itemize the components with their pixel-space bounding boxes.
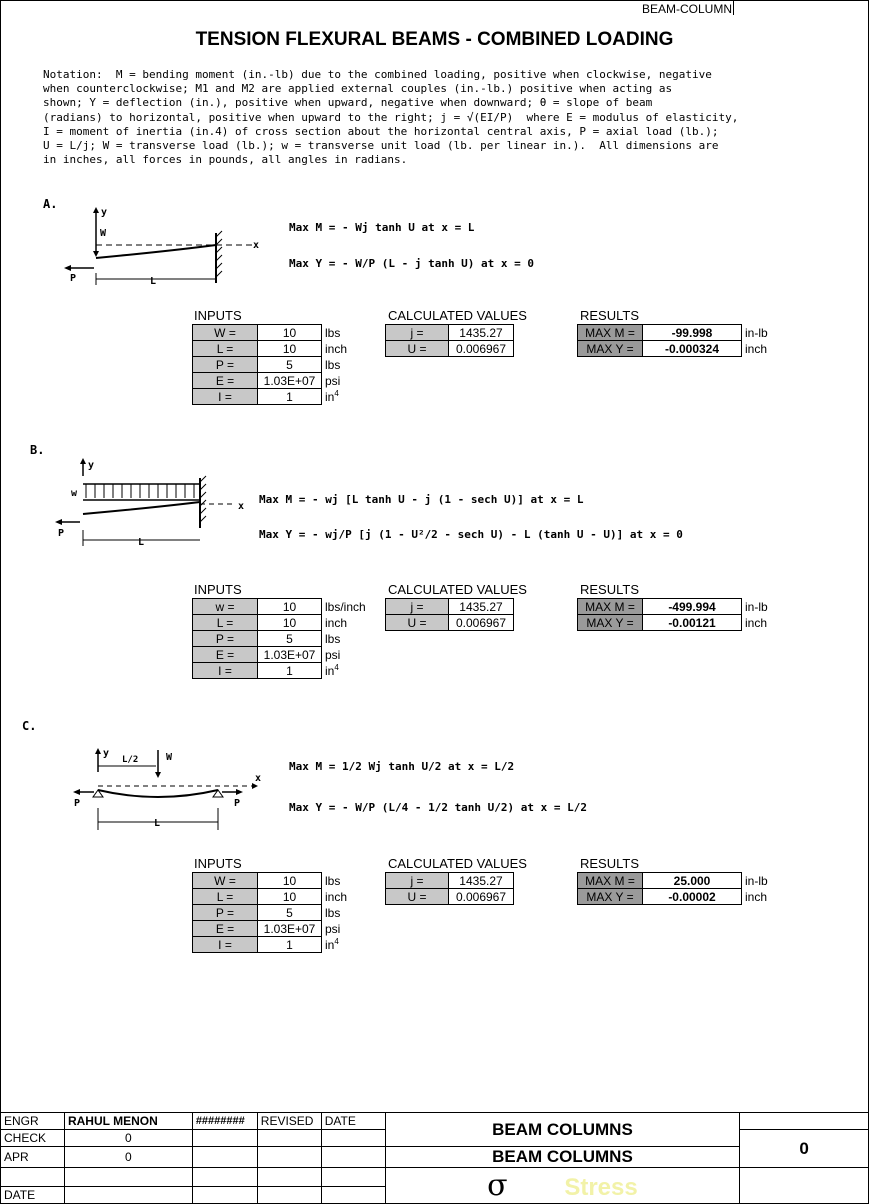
calc-value[interactable]: 0.006967 [449,341,514,357]
result-unit: inch [745,615,768,630]
input-label: L = [193,341,258,357]
apr-value[interactable]: 0 [64,1147,192,1168]
input-label: I = [193,937,258,953]
date-label: DATE [1,1187,65,1204]
svg-text:y: y [88,460,95,471]
section-b-calc-header: CALCULATED VALUES [388,582,527,597]
notation-text: Notation: M = bending moment (in.-lb) due to the combined loading, positive when clockwise, negative when counterclockwise; M1 and M2 are applied external couples (in.-lb.) positive when acting as shown; Y = deflection (in.), positive when upward, negative when downward; θ = slope of beam (radians) to horizontal, positive when upward to the right; j = √(EI/P) where E = modulus of elasticity, I = moment of inertia (in.4) of cross section about the horizontal central axis, P = axial load (lb.); U = L/j; W = transverse load (lb.); w = transverse unit load (lb. per linear in.). All dimensions are in inches, all forces in pounds, all angles in radians. [43,68,739,167]
result-unit: inch [745,889,768,904]
section-b-results-table [577,598,772,631]
section-a-letter: A. [43,197,58,211]
table-row [193,873,351,889]
section-c-calc-header: CALCULATED VALUES [388,856,527,871]
input-unit: lbs/inch [325,599,366,614]
input-value[interactable]: 5 [258,905,322,921]
sigma-logo-icon: σ [487,1168,508,1203]
table-row [578,599,772,615]
section-a-results-header: RESULTS [580,308,639,323]
result-unit: inch [745,341,768,356]
table-row [386,325,514,341]
input-unit: $in^4$ [325,663,339,678]
svg-text:P: P [58,528,65,539]
section-a-formula-y: Max Y = - W/P (L - j tanh U) at x = 0 [289,257,535,270]
table-row [193,357,351,373]
svg-text:x: x [238,501,245,512]
result-value[interactable]: -0.000324 [643,341,742,357]
sheet-tag-cell[interactable]: BEAM-COLUMN [642,2,733,16]
input-unit: lbs [325,357,341,372]
apr-label: APR [1,1147,65,1168]
result-label: MAX Y = [578,341,643,357]
section-c-formula-y: Max Y = - W/P (L/4 - 1/2 tanh U/2) at x = L/2 [289,801,588,814]
calc-value[interactable]: 0.006967 [449,615,514,631]
input-unit: inch [325,889,348,904]
table-row [193,599,370,615]
input-value[interactable]: 10 [258,341,322,357]
svg-text:L/2: L/2 [122,755,139,765]
svg-text:w: w [71,488,78,499]
input-label: L = [193,615,258,631]
svg-text:y: y [103,748,110,759]
section-b-results-header: RESULTS [580,582,639,597]
check-label: CHECK [1,1130,65,1147]
table-row [386,341,514,357]
section-c-results-header: RESULTS [580,856,639,871]
input-unit: lbs [325,905,341,920]
input-label: w = [193,599,258,615]
table-row [193,937,351,953]
svg-text:L: L [154,818,161,829]
input-unit: inch [325,615,348,630]
table-row [193,341,351,357]
engr-label: ENGR [1,1113,65,1130]
title-primary: BEAM COLUMNS [385,1113,739,1147]
table-row [578,341,772,357]
input-value[interactable]: 5 [258,357,322,373]
input-value[interactable]: 1.03E+07 [258,647,322,663]
section-b-inputs-header: INPUTS [194,582,242,597]
section-c-inputs-table [192,872,351,953]
input-unit: $in^4$ [325,937,339,952]
input-value[interactable]: 10 [258,599,322,615]
input-unit: lbs [325,631,341,646]
calc-label: j = [386,325,449,341]
calc-label: U = [386,341,449,357]
input-label: L = [193,889,258,905]
section-c-diagram [68,744,268,834]
table-row [193,905,351,921]
input-value[interactable]: 10 [258,873,322,889]
title-secondary: BEAM COLUMNS [385,1147,739,1168]
table-row [193,921,351,937]
input-value[interactable]: 10 [258,615,322,631]
section-b-formula-y: Max Y = - wj/P [j (1 - U²/2 - sech U) - L (tanh U - U)] at x = 0 [259,528,683,541]
input-label: P = [193,905,258,921]
input-value[interactable]: 1 [258,389,322,405]
engr-date[interactable]: ######## [192,1113,257,1130]
table-row [193,615,370,631]
calc-label: U = [386,615,449,631]
section-c-formula-m: Max M = 1/2 Wj tanh U/2 at x = L/2 [289,760,515,773]
calc-value[interactable]: 1435.27 [449,325,514,341]
page-title: TENSION FLEXURAL BEAMS - COMBINED LOADING [195,29,674,50]
table-row [578,889,772,905]
section-a-inputs-header: INPUTS [194,308,242,323]
input-value[interactable]: 1 [258,663,322,679]
result-label: MAX M = [578,873,643,889]
section-b-letter: B. [30,443,45,457]
logo-cell [385,1168,739,1204]
calc-value[interactable]: 0.006967 [449,889,514,905]
input-value[interactable]: 1 [258,937,322,953]
svg-text:x: x [253,240,260,251]
section-c-calc-table [385,872,514,905]
table-row [193,647,370,663]
section-b-inputs-table [192,598,370,679]
input-unit: lbs [325,873,341,888]
table-row [386,889,514,905]
section-b-calc-table [385,598,514,631]
input-unit: psi [325,373,341,388]
table-row [386,599,514,615]
result-value[interactable]: -0.00002 [643,889,742,905]
section-c-inputs-header: INPUTS [194,856,242,871]
input-label: I = [193,389,258,405]
input-unit: $in^4$ [325,389,339,404]
section-c-letter: C. [22,719,37,733]
input-label: W = [193,873,258,889]
input-label: E = [193,373,258,389]
section-b-diagram [50,456,260,548]
section-a-calc-header: CALCULATED VALUES [388,308,527,323]
input-value[interactable]: 5 [258,631,322,647]
svg-text:L: L [138,537,145,548]
engr-name[interactable]: RAHUL MENON [64,1113,192,1130]
input-label: E = [193,647,258,663]
table-row [578,615,772,631]
table-row [578,325,772,341]
input-value[interactable]: 10 [258,889,322,905]
svg-text:W: W [166,752,173,763]
svg-text:L: L [150,276,157,287]
date-header: DATE [321,1113,385,1130]
table-row [578,873,772,889]
table-row [386,615,514,631]
svg-text:P: P [70,273,77,284]
input-value[interactable]: 1.03E+07 [258,921,322,937]
svg-text:W: W [100,228,107,239]
calc-label: j = [386,599,449,615]
check-value[interactable]: 0 [64,1130,192,1147]
section-a-formula-m: Max M = - Wj tanh U at x = L [289,221,475,234]
svg-text:P: P [234,798,241,809]
result-value[interactable]: -0.00121 [643,615,742,631]
table-row [193,373,351,389]
section-c-results-table [577,872,772,905]
calc-value[interactable]: 1435.27 [449,599,514,615]
result-value[interactable]: -99.998 [643,325,742,341]
input-label: I = [193,663,258,679]
calc-label: U = [386,889,449,905]
input-value[interactable]: 1.03E+07 [258,373,322,389]
result-label: MAX M = [578,325,643,341]
section-a-calc-table [385,324,514,357]
input-label: E = [193,921,258,937]
brand-logo-text: Stress [564,1174,638,1201]
input-unit: psi [325,921,341,936]
input-unit: psi [325,647,341,662]
input-unit: lbs [325,325,341,340]
svg-text:P: P [74,798,81,809]
result-unit: in-lb [745,325,768,340]
svg-text:y: y [101,207,108,218]
result-unit: in-lb [745,873,768,888]
input-label: P = [193,357,258,373]
result-unit: in-lb [745,599,768,614]
input-label: W = [193,325,258,341]
result-label: MAX Y = [578,889,643,905]
section-a-diagram [60,203,270,288]
calc-label: j = [386,873,449,889]
table-row [193,389,351,405]
result-label: MAX M = [578,599,643,615]
table-row [193,325,351,341]
table-row [193,889,351,905]
input-value[interactable]: 10 [258,325,322,341]
table-row [386,873,514,889]
table-row [193,663,370,679]
result-value[interactable]: -499.994 [643,599,742,615]
result-value[interactable]: 25.000 [643,873,742,889]
title-block [0,1112,869,1204]
input-label: P = [193,631,258,647]
result-label: MAX Y = [578,615,643,631]
revised-label: REVISED [257,1113,321,1130]
input-unit: inch [325,341,348,356]
sheet-number[interactable]: 0 [740,1130,869,1168]
table-row [193,631,370,647]
section-a-results-table [577,324,772,357]
calc-value[interactable]: 1435.27 [449,873,514,889]
svg-text:x: x [255,773,262,784]
section-a-inputs-table [192,324,351,405]
section-b-formula-m: Max M = - wj [L tanh U - j (1 - sech U)] at x = L [259,493,584,506]
